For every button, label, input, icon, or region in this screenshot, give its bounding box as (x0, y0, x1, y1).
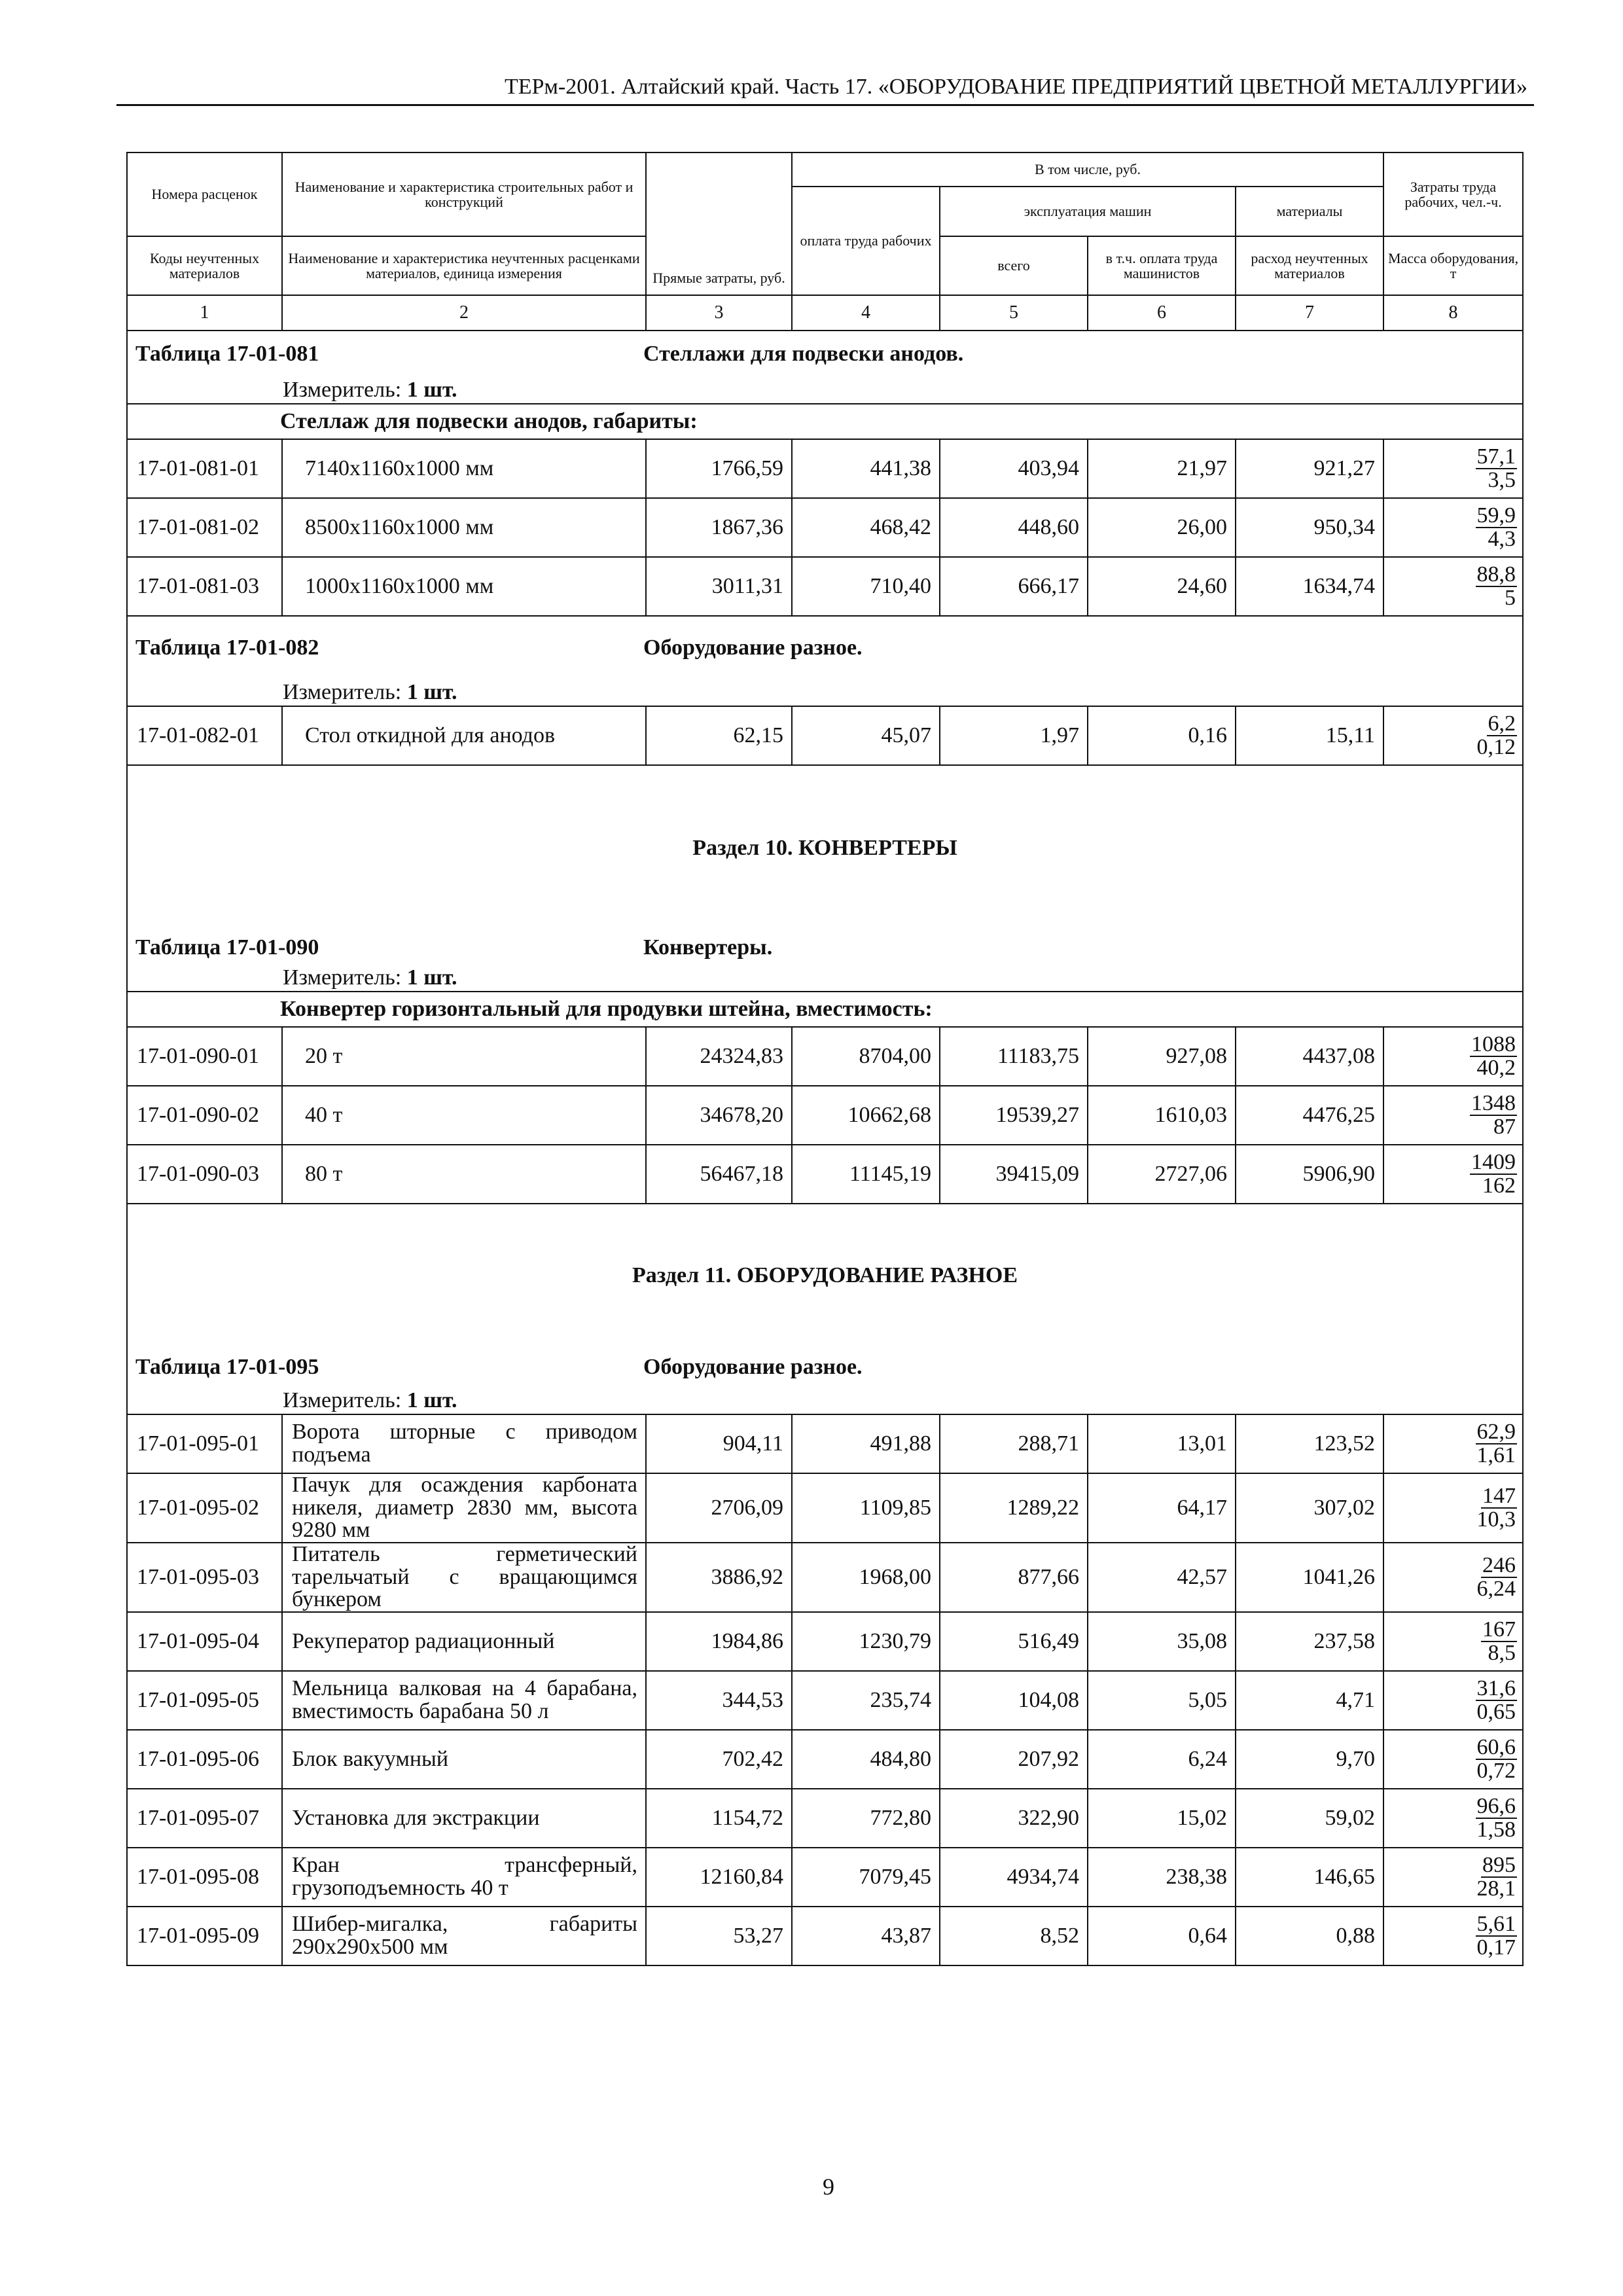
materials-cost: 307,02 (1236, 1473, 1383, 1543)
direct-cost: 702,42 (646, 1730, 792, 1789)
labor-hours: 895 (1482, 1853, 1516, 1878)
table-title-row (127, 931, 1523, 965)
equipment-mass: 6,24 (1476, 1577, 1516, 1602)
labor-pay: 710,40 (792, 557, 940, 616)
labor-mass-fraction (1383, 1789, 1523, 1848)
running-header-text: ТЕРм-2001. Алтайский край. Часть 17. «ОБОРУДОВАНИЕ ПРЕДПРИЯТИЙ ЦВЕТНОЙ МЕТАЛЛУРГИИ» (504, 75, 1527, 99)
labor-mass-fraction (1383, 1612, 1523, 1671)
labor-hours: 96,6 (1476, 1794, 1516, 1819)
machines-total: 19539,27 (940, 1086, 1088, 1145)
header-number-row (127, 295, 1523, 331)
machines-total: 39415,09 (940, 1145, 1088, 1204)
labor-hours: 62,9 (1476, 1420, 1516, 1444)
header-materials: материалы (1236, 187, 1383, 236)
rate-code: 17-01-095-05 (127, 1671, 282, 1730)
table-row (127, 1027, 1523, 1086)
equipment-mass: 3,5 (1488, 468, 1516, 492)
machines-labor: 13,01 (1088, 1414, 1236, 1473)
meter-value: 1 шт. (406, 965, 457, 990)
labor-mass-fraction (1383, 1543, 1523, 1612)
labor-mass-fraction (1383, 1730, 1523, 1789)
meter-value: 1 шт. (406, 680, 457, 704)
materials-cost: 1041,26 (1236, 1543, 1383, 1612)
equipment-mass: 40,2 (1476, 1056, 1516, 1080)
rate-name: Пачук для осаждения карбоната никеля, диаметр 2830 мм, высота 9280 мм (282, 1473, 646, 1543)
table-code: Таблица 17-01-095 (135, 1355, 319, 1379)
rate-name: Питатель герметический тарельчатый с вращающимся бункером (282, 1543, 646, 1612)
meter-value: 1 шт. (406, 378, 457, 402)
meter-label: Измеритель: (283, 965, 402, 990)
machines-total: 4934,74 (940, 1848, 1088, 1907)
materials-cost: 1634,74 (1236, 557, 1383, 616)
rate-name: Рекуператор радиационный (282, 1612, 646, 1671)
running-header (116, 68, 1534, 106)
machines-labor: 42,57 (1088, 1543, 1236, 1612)
equipment-mass: 0,12 (1476, 735, 1516, 759)
labor-hours: 5,61 (1476, 1912, 1516, 1937)
labor-mass-fraction (1383, 1671, 1523, 1730)
rate-code: 17-01-095-03 (127, 1543, 282, 1612)
labor-pay: 43,87 (792, 1907, 940, 1965)
section-row (127, 765, 1523, 931)
machines-total: 1,97 (940, 706, 1088, 765)
table-title-row (127, 616, 1523, 679)
header-incl: В том числе, руб. (792, 152, 1383, 187)
machines-labor: 238,38 (1088, 1848, 1236, 1907)
table-row (127, 706, 1523, 765)
labor-mass-fraction (1383, 1414, 1523, 1473)
machines-labor: 6,24 (1088, 1730, 1236, 1789)
materials-cost: 146,65 (1236, 1848, 1383, 1907)
rate-code: 17-01-095-02 (127, 1473, 282, 1543)
machines-total: 1289,22 (940, 1473, 1088, 1543)
direct-cost: 1867,36 (646, 498, 792, 557)
header-machines: эксплуатация машин (940, 187, 1236, 236)
table-row (127, 1086, 1523, 1145)
equipment-mass: 87 (1493, 1115, 1516, 1139)
col-number: 8 (1383, 295, 1523, 331)
header-col1-bottom: Коды неучтенных материалов (127, 236, 282, 295)
labor-hours: 167 (1482, 1617, 1516, 1642)
header-machines-labor: в т.ч. оплата труда машинистов (1088, 236, 1236, 295)
labor-hours: 88,8 (1476, 562, 1516, 586)
section-row (127, 1204, 1523, 1347)
equipment-mass: 0,17 (1476, 1935, 1516, 1960)
labor-hours: 147 (1482, 1484, 1516, 1508)
labor-pay: 1230,79 (792, 1612, 940, 1671)
labor-mass-fraction (1383, 1907, 1523, 1965)
labor-hours: 60,6 (1476, 1735, 1516, 1760)
direct-cost: 34678,20 (646, 1086, 792, 1145)
direct-cost: 3011,31 (646, 557, 792, 616)
rate-code: 17-01-090-03 (127, 1145, 282, 1204)
labor-pay: 1109,85 (792, 1473, 940, 1543)
table-title: Стеллажи для подвески анодов. (643, 342, 964, 366)
direct-cost: 3886,92 (646, 1543, 792, 1612)
direct-cost: 1766,59 (646, 439, 792, 498)
labor-hours: 246 (1482, 1553, 1516, 1578)
machines-labor: 24,60 (1088, 557, 1236, 616)
labor-pay: 441,38 (792, 439, 940, 498)
header-row-1 (127, 152, 1523, 187)
equipment-mass: 28,1 (1476, 1876, 1516, 1901)
direct-cost: 62,15 (646, 706, 792, 765)
table-title: Конвертеры. (643, 935, 773, 960)
labor-mass-fraction (1383, 1473, 1523, 1543)
rate-name: Блок вакуумный (282, 1730, 646, 1789)
rate-code: 17-01-095-08 (127, 1848, 282, 1907)
rate-code: 17-01-081-02 (127, 498, 282, 557)
rate-code: 17-01-095-01 (127, 1414, 282, 1473)
labor-hours: 31,6 (1476, 1676, 1516, 1701)
header-col2-top: Наименование и характеристика строительных работ и конструкций (282, 152, 646, 236)
meter-label: Измеритель: (283, 1388, 402, 1412)
col-number: 5 (940, 295, 1088, 331)
machines-total: 448,60 (940, 498, 1088, 557)
meter-row (127, 965, 1523, 992)
machines-labor: 15,02 (1088, 1789, 1236, 1848)
rate-name: Стол откидной для анодов (282, 706, 646, 765)
materials-cost: 4476,25 (1236, 1086, 1383, 1145)
col-number: 7 (1236, 295, 1383, 331)
table-title: Оборудование разное. (643, 1355, 863, 1379)
machines-labor: 26,00 (1088, 498, 1236, 557)
rate-name: Ворота шторные с приводом подъема (282, 1414, 646, 1473)
table-row (127, 1473, 1523, 1543)
section-title: Раздел 10. КОНВЕРТЕРЫ (127, 765, 1523, 931)
col-number: 3 (646, 295, 792, 331)
labor-hours: 6,2 (1488, 711, 1516, 736)
labor-mass-fraction (1383, 1086, 1523, 1145)
machines-labor: 64,17 (1088, 1473, 1236, 1543)
labor-mass-fraction (1383, 706, 1523, 765)
meter-row (127, 377, 1523, 404)
machines-labor: 0,16 (1088, 706, 1236, 765)
direct-cost: 53,27 (646, 1907, 792, 1965)
labor-mass-fraction (1383, 557, 1523, 616)
rate-name: 8500x1160x1000 мм (282, 498, 646, 557)
rate-name: Установка для экстракции (282, 1789, 646, 1848)
machines-total: 104,08 (940, 1671, 1088, 1730)
labor-pay: 235,74 (792, 1671, 940, 1730)
direct-cost: 1154,72 (646, 1789, 792, 1848)
meter-label: Измеритель: (283, 680, 402, 704)
group-title: Конвертер горизонтальный для продувки штейна, вместимость: (127, 992, 1523, 1027)
header-col1-top: Номера расценок (127, 152, 282, 236)
equipment-mass: 1,61 (1476, 1443, 1516, 1467)
rate-code: 17-01-090-01 (127, 1027, 282, 1086)
direct-cost: 24324,83 (646, 1027, 792, 1086)
machines-labor: 1610,03 (1088, 1086, 1236, 1145)
table-code: Таблица 17-01-082 (135, 636, 319, 660)
rate-code: 17-01-081-03 (127, 557, 282, 616)
labor-pay: 45,07 (792, 706, 940, 765)
table-code: Таблица 17-01-081 (135, 342, 319, 366)
rate-name: Мельница валковая на 4 барабана, вместимость барабана 50 л (282, 1671, 646, 1730)
table-title-row (127, 1347, 1523, 1388)
machines-total: 877,66 (940, 1543, 1088, 1612)
header-labor-pay: оплата труда рабочих (792, 187, 940, 295)
labor-mass-fraction (1383, 439, 1523, 498)
section-title: Раздел 11. ОБОРУДОВАНИЕ РАЗНОЕ (127, 1204, 1523, 1347)
table-row (127, 557, 1523, 616)
group-title: Стеллаж для подвески анодов, габариты: (127, 404, 1523, 439)
materials-cost: 123,52 (1236, 1414, 1383, 1473)
header-materials-sub: расход неучтенных материалов (1236, 236, 1383, 295)
labor-pay: 772,80 (792, 1789, 940, 1848)
labor-hours: 1348 (1471, 1091, 1516, 1115)
col-number: 2 (282, 295, 646, 331)
labor-pay: 1968,00 (792, 1543, 940, 1612)
rate-name: 40 т (282, 1086, 646, 1145)
meter-value: 1 шт. (406, 1388, 457, 1412)
table-title: Оборудование разное. (643, 636, 863, 660)
table-row (127, 1414, 1523, 1473)
col-number: 1 (127, 295, 282, 331)
labor-hours: 57,1 (1476, 444, 1516, 469)
machines-total: 288,71 (940, 1414, 1088, 1473)
labor-hours: 1409 (1471, 1150, 1516, 1174)
direct-cost: 2706,09 (646, 1473, 792, 1543)
table-row (127, 1730, 1523, 1789)
col-number: 4 (792, 295, 940, 331)
machines-labor: 0,64 (1088, 1907, 1236, 1965)
machines-total: 207,92 (940, 1730, 1088, 1789)
page-number: 9 (823, 2174, 834, 2200)
labor-pay: 8704,00 (792, 1027, 940, 1086)
group-row (127, 404, 1523, 439)
machines-labor: 2727,06 (1088, 1145, 1236, 1204)
header-equipment-mass: Масса оборудования, т (1383, 236, 1523, 295)
machines-total: 666,17 (940, 557, 1088, 616)
materials-cost: 59,02 (1236, 1789, 1383, 1848)
rate-name: 80 т (282, 1145, 646, 1204)
rate-name: 20 т (282, 1027, 646, 1086)
labor-pay: 11145,19 (792, 1145, 940, 1204)
labor-mass-fraction (1383, 498, 1523, 557)
equipment-mass: 8,5 (1488, 1641, 1516, 1666)
materials-cost: 0,88 (1236, 1907, 1383, 1965)
table-row (127, 1848, 1523, 1907)
table-row (127, 1145, 1523, 1204)
equipment-mass: 1,58 (1476, 1818, 1516, 1842)
equipment-mass: 0,72 (1476, 1759, 1516, 1784)
machines-labor: 35,08 (1088, 1612, 1236, 1671)
direct-cost: 344,53 (646, 1671, 792, 1730)
direct-cost: 12160,84 (646, 1848, 792, 1907)
header-machines-total: всего (940, 236, 1088, 295)
materials-cost: 15,11 (1236, 706, 1383, 765)
table-row (127, 1543, 1523, 1612)
materials-cost: 950,34 (1236, 498, 1383, 557)
rate-name: Шибер-мигалка, габариты 290x290x500 мм (282, 1907, 646, 1965)
rates-table (126, 152, 1524, 1966)
table-row (127, 498, 1523, 557)
labor-mass-fraction (1383, 1145, 1523, 1204)
rate-code: 17-01-095-07 (127, 1789, 282, 1848)
machines-labor: 5,05 (1088, 1671, 1236, 1730)
machines-total: 403,94 (940, 439, 1088, 498)
machines-total: 8,52 (940, 1907, 1088, 1965)
machines-total: 516,49 (940, 1612, 1088, 1671)
rate-code: 17-01-081-01 (127, 439, 282, 498)
rate-name: 7140x1160x1000 мм (282, 439, 646, 498)
table-code: Таблица 17-01-090 (135, 935, 319, 960)
equipment-mass: 0,65 (1476, 1700, 1516, 1725)
labor-pay: 491,88 (792, 1414, 940, 1473)
machines-total: 322,90 (940, 1789, 1088, 1848)
table-row (127, 439, 1523, 498)
labor-hours: 1088 (1471, 1032, 1516, 1056)
rate-code: 17-01-090-02 (127, 1086, 282, 1145)
table-row (127, 1907, 1523, 1965)
labor-pay: 468,42 (792, 498, 940, 557)
table-row (127, 1612, 1523, 1671)
equipment-mass: 162 (1482, 1174, 1516, 1198)
direct-cost: 1984,86 (646, 1612, 792, 1671)
labor-mass-fraction (1383, 1027, 1523, 1086)
meter-label: Измеритель: (283, 378, 402, 402)
materials-cost: 4,71 (1236, 1671, 1383, 1730)
rate-name: Кран трансферный, грузоподъемность 40 т (282, 1848, 646, 1907)
labor-pay: 10662,68 (792, 1086, 940, 1145)
rate-code: 17-01-095-04 (127, 1612, 282, 1671)
equipment-mass: 5 (1505, 586, 1516, 610)
labor-hours: 59,9 (1476, 503, 1516, 528)
direct-cost: 56467,18 (646, 1145, 792, 1204)
machines-total: 11183,75 (940, 1027, 1088, 1086)
rate-code: 17-01-082-01 (127, 706, 282, 765)
header-labor-costs: Затраты труда рабочих, чел.-ч. (1383, 152, 1523, 236)
group-row (127, 992, 1523, 1027)
materials-cost: 9,70 (1236, 1730, 1383, 1789)
materials-cost: 921,27 (1236, 439, 1383, 498)
materials-cost: 4437,08 (1236, 1027, 1383, 1086)
machines-labor: 21,97 (1088, 439, 1236, 498)
materials-cost: 237,58 (1236, 1612, 1383, 1671)
equipment-mass: 4,3 (1488, 527, 1516, 551)
table-row (127, 1671, 1523, 1730)
machines-labor: 927,08 (1088, 1027, 1236, 1086)
table-title-row (127, 331, 1523, 377)
col-number: 6 (1088, 295, 1236, 331)
labor-pay: 484,80 (792, 1730, 940, 1789)
meter-row (127, 1388, 1523, 1414)
header-col2-bottom: Наименование и характеристика неучтенных расценками материалов, единица измерения (282, 236, 646, 295)
rate-code: 17-01-095-06 (127, 1730, 282, 1789)
labor-pay: 7079,45 (792, 1848, 940, 1907)
equipment-mass: 10,3 (1476, 1507, 1516, 1532)
rate-code: 17-01-095-09 (127, 1907, 282, 1965)
direct-cost: 904,11 (646, 1414, 792, 1473)
labor-mass-fraction (1383, 1848, 1523, 1907)
materials-cost: 5906,90 (1236, 1145, 1383, 1204)
table-row (127, 1789, 1523, 1848)
meter-row (127, 679, 1523, 706)
rate-name: 1000x1160x1000 мм (282, 557, 646, 616)
header-col3: Прямые затраты, руб. (646, 152, 792, 295)
